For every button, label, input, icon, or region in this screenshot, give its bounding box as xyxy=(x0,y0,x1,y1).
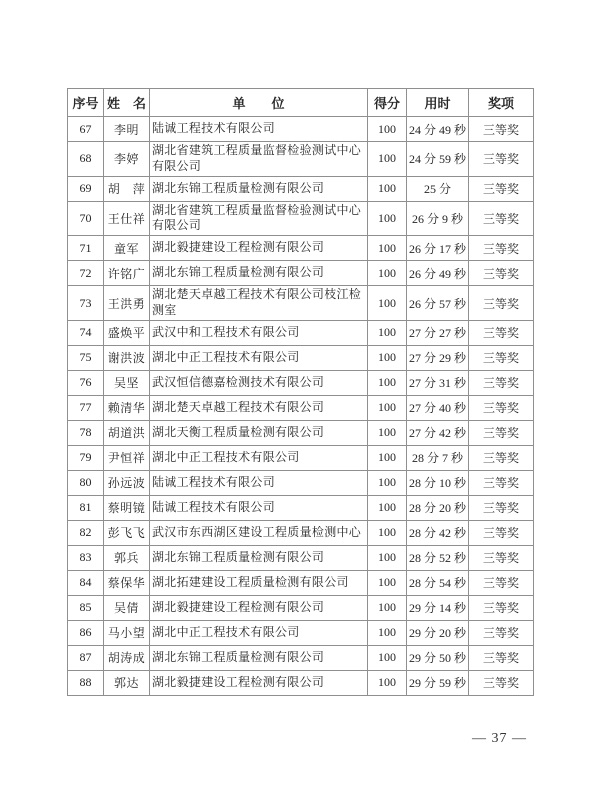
header-row xyxy=(68,89,534,117)
cell-name: 许铭广 xyxy=(104,261,150,286)
table-row xyxy=(68,445,534,470)
cell-name: 彭飞飞 xyxy=(104,520,150,545)
table-row xyxy=(68,620,534,645)
cell-serial-number: 78 xyxy=(68,420,104,445)
cell-organization: 湖北拓建建设工程质量检测有限公司 xyxy=(150,570,368,595)
cell-organization: 湖北中正工程技术有限公司 xyxy=(150,445,368,470)
table-row xyxy=(68,395,534,420)
cell-serial-number: 85 xyxy=(68,595,104,620)
cell-time-used: 26 分 17 秒 xyxy=(407,236,469,261)
cell-serial-number: 74 xyxy=(68,320,104,345)
cell-time-used: 27 分 31 秒 xyxy=(407,370,469,395)
cell-name: 蔡保华 xyxy=(104,570,150,595)
cell-score: 100 xyxy=(368,236,407,261)
table-row xyxy=(68,201,534,236)
cell-award: 三等奖 xyxy=(469,670,534,695)
cell-award: 三等奖 xyxy=(469,370,534,395)
cell-award: 三等奖 xyxy=(469,117,534,142)
cell-time-used: 28 分 20 秒 xyxy=(407,495,469,520)
table-row xyxy=(68,236,534,261)
cell-organization: 武汉恒信德嘉检测技术有限公司 xyxy=(150,370,368,395)
cell-organization: 湖北天衡工程质量检测有限公司 xyxy=(150,420,368,445)
cell-organization: 湖北东锦工程质量检测有限公司 xyxy=(150,645,368,670)
cell-organization: 湖北楚天卓越工程技术有限公司 xyxy=(150,395,368,420)
page-number: — 37 — xyxy=(472,731,527,746)
cell-award: 三等奖 xyxy=(469,395,534,420)
cell-award: 三等奖 xyxy=(469,570,534,595)
cell-time-used: 28 分 7 秒 xyxy=(407,445,469,470)
table-row xyxy=(68,645,534,670)
cell-serial-number: 72 xyxy=(68,261,104,286)
cell-name: 蔡明镜 xyxy=(104,495,150,520)
cell-score: 100 xyxy=(368,201,407,236)
cell-score: 100 xyxy=(368,470,407,495)
cell-time-used: 28 分 10 秒 xyxy=(407,470,469,495)
table-row xyxy=(68,595,534,620)
cell-time-used: 27 分 29 秒 xyxy=(407,345,469,370)
cell-name: 胡道洪 xyxy=(104,420,150,445)
cell-score: 100 xyxy=(368,117,407,142)
cell-award: 三等奖 xyxy=(469,520,534,545)
cell-name: 盛焕平 xyxy=(104,320,150,345)
cell-serial-number: 75 xyxy=(68,345,104,370)
cell-award: 三等奖 xyxy=(469,201,534,236)
cell-score: 100 xyxy=(368,142,407,177)
cell-serial-number: 81 xyxy=(68,495,104,520)
cell-score: 100 xyxy=(368,670,407,695)
cell-time-used: 26 分 57 秒 xyxy=(407,286,469,321)
cell-time-used: 26 分 9 秒 xyxy=(407,201,469,236)
cell-award: 三等奖 xyxy=(469,470,534,495)
header-name: 姓 名 xyxy=(104,89,150,117)
table-row xyxy=(68,420,534,445)
cell-name: 郭达 xyxy=(104,670,150,695)
cell-award: 三等奖 xyxy=(469,236,534,261)
cell-organization: 湖北毅捷建设工程检测有限公司 xyxy=(150,670,368,695)
cell-score: 100 xyxy=(368,645,407,670)
table-row xyxy=(68,370,534,395)
cell-time-used: 28 分 54 秒 xyxy=(407,570,469,595)
table-row xyxy=(68,470,534,495)
header-organization: 单 位 xyxy=(150,89,368,117)
cell-score: 100 xyxy=(368,395,407,420)
cell-score: 100 xyxy=(368,620,407,645)
cell-name: 尹恒祥 xyxy=(104,445,150,470)
cell-time-used: 29 分 59 秒 xyxy=(407,670,469,695)
header-time-used: 用时 xyxy=(407,89,469,117)
cell-serial-number: 88 xyxy=(68,670,104,695)
cell-award: 三等奖 xyxy=(469,495,534,520)
table-row xyxy=(68,670,534,695)
cell-serial-number: 86 xyxy=(68,620,104,645)
table-row xyxy=(68,520,534,545)
cell-name: 胡涛成 xyxy=(104,645,150,670)
cell-organization: 湖北省建筑工程质量监督检验测试中心有限公司 xyxy=(150,201,368,236)
cell-serial-number: 87 xyxy=(68,645,104,670)
cell-organization: 陆诚工程技术有限公司 xyxy=(150,117,368,142)
cell-score: 100 xyxy=(368,261,407,286)
table-row xyxy=(68,495,534,520)
cell-award: 三等奖 xyxy=(469,176,534,201)
cell-award: 三等奖 xyxy=(469,420,534,445)
cell-award: 三等奖 xyxy=(469,345,534,370)
cell-time-used: 27 分 40 秒 xyxy=(407,395,469,420)
cell-serial-number: 69 xyxy=(68,176,104,201)
cell-award: 三等奖 xyxy=(469,620,534,645)
cell-serial-number: 79 xyxy=(68,445,104,470)
cell-award: 三等奖 xyxy=(469,286,534,321)
cell-organization: 湖北东锦工程质量检测有限公司 xyxy=(150,261,368,286)
table-row xyxy=(68,286,534,321)
header-serial-number: 序号 xyxy=(68,89,104,117)
cell-time-used: 28 分 42 秒 xyxy=(407,520,469,545)
cell-serial-number: 70 xyxy=(68,201,104,236)
cell-time-used: 24 分 59 秒 xyxy=(407,142,469,177)
cell-score: 100 xyxy=(368,495,407,520)
cell-score: 100 xyxy=(368,176,407,201)
results-table-body xyxy=(68,117,534,696)
cell-score: 100 xyxy=(368,320,407,345)
cell-name: 王洪勇 xyxy=(104,286,150,321)
table-row xyxy=(68,570,534,595)
cell-serial-number: 68 xyxy=(68,142,104,177)
results-table xyxy=(67,88,534,696)
cell-organization: 湖北毅捷建设工程检测有限公司 xyxy=(150,236,368,261)
cell-organization: 武汉中和工程技术有限公司 xyxy=(150,320,368,345)
header-award: 奖项 xyxy=(469,89,534,117)
cell-time-used: 28 分 52 秒 xyxy=(407,545,469,570)
cell-time-used: 29 分 14 秒 xyxy=(407,595,469,620)
cell-organization: 湖北省建筑工程质量监督检验测试中心有限公司 xyxy=(150,142,368,177)
table-row xyxy=(68,261,534,286)
cell-organization: 湖北东锦工程质量检测有限公司 xyxy=(150,545,368,570)
cell-score: 100 xyxy=(368,345,407,370)
cell-name: 孙远波 xyxy=(104,470,150,495)
cell-serial-number: 83 xyxy=(68,545,104,570)
cell-name: 郭兵 xyxy=(104,545,150,570)
cell-award: 三等奖 xyxy=(469,261,534,286)
cell-score: 100 xyxy=(368,545,407,570)
cell-serial-number: 71 xyxy=(68,236,104,261)
cell-award: 三等奖 xyxy=(469,595,534,620)
cell-time-used: 24 分 49 秒 xyxy=(407,117,469,142)
cell-organization: 陆诚工程技术有限公司 xyxy=(150,495,368,520)
cell-award: 三等奖 xyxy=(469,142,534,177)
cell-organization: 湖北毅捷建设工程检测有限公司 xyxy=(150,595,368,620)
cell-time-used: 27 分 42 秒 xyxy=(407,420,469,445)
results-table-header xyxy=(68,89,534,117)
cell-name: 吴倩 xyxy=(104,595,150,620)
cell-score: 100 xyxy=(368,286,407,321)
cell-time-used: 29 分 50 秒 xyxy=(407,645,469,670)
cell-time-used: 25 分 xyxy=(407,176,469,201)
cell-award: 三等奖 xyxy=(469,445,534,470)
cell-score: 100 xyxy=(368,370,407,395)
cell-name: 吴坚 xyxy=(104,370,150,395)
table-row xyxy=(68,176,534,201)
cell-organization: 湖北中正工程技术有限公司 xyxy=(150,620,368,645)
header-score: 得分 xyxy=(368,89,407,117)
table-row xyxy=(68,142,534,177)
cell-time-used: 27 分 27 秒 xyxy=(407,320,469,345)
cell-organization: 湖北中正工程技术有限公司 xyxy=(150,345,368,370)
cell-score: 100 xyxy=(368,595,407,620)
cell-organization: 陆诚工程技术有限公司 xyxy=(150,470,368,495)
cell-name: 马小望 xyxy=(104,620,150,645)
cell-award: 三等奖 xyxy=(469,545,534,570)
cell-organization: 湖北东锦工程质量检测有限公司 xyxy=(150,176,368,201)
cell-score: 100 xyxy=(368,570,407,595)
table-row xyxy=(68,345,534,370)
table-row xyxy=(68,117,534,142)
cell-score: 100 xyxy=(368,445,407,470)
cell-serial-number: 80 xyxy=(68,470,104,495)
cell-name: 谢洪波 xyxy=(104,345,150,370)
cell-award: 三等奖 xyxy=(469,645,534,670)
cell-award: 三等奖 xyxy=(469,320,534,345)
cell-time-used: 29 分 20 秒 xyxy=(407,620,469,645)
cell-name: 赖清华 xyxy=(104,395,150,420)
cell-serial-number: 76 xyxy=(68,370,104,395)
table-row xyxy=(68,320,534,345)
cell-name: 李婷 xyxy=(104,142,150,177)
cell-name: 胡 萍 xyxy=(104,176,150,201)
cell-time-used: 26 分 49 秒 xyxy=(407,261,469,286)
cell-serial-number: 67 xyxy=(68,117,104,142)
cell-serial-number: 84 xyxy=(68,570,104,595)
cell-score: 100 xyxy=(368,520,407,545)
cell-serial-number: 82 xyxy=(68,520,104,545)
cell-organization: 湖北楚天卓越工程技术有限公司枝江检测室 xyxy=(150,286,368,321)
table-row xyxy=(68,545,534,570)
cell-score: 100 xyxy=(368,420,407,445)
cell-name: 童军 xyxy=(104,236,150,261)
cell-name: 王仕祥 xyxy=(104,201,150,236)
cell-name: 李明 xyxy=(104,117,150,142)
cell-organization: 武汉市东西湖区建设工程质量检测中心 xyxy=(150,520,368,545)
cell-serial-number: 77 xyxy=(68,395,104,420)
cell-serial-number: 73 xyxy=(68,286,104,321)
